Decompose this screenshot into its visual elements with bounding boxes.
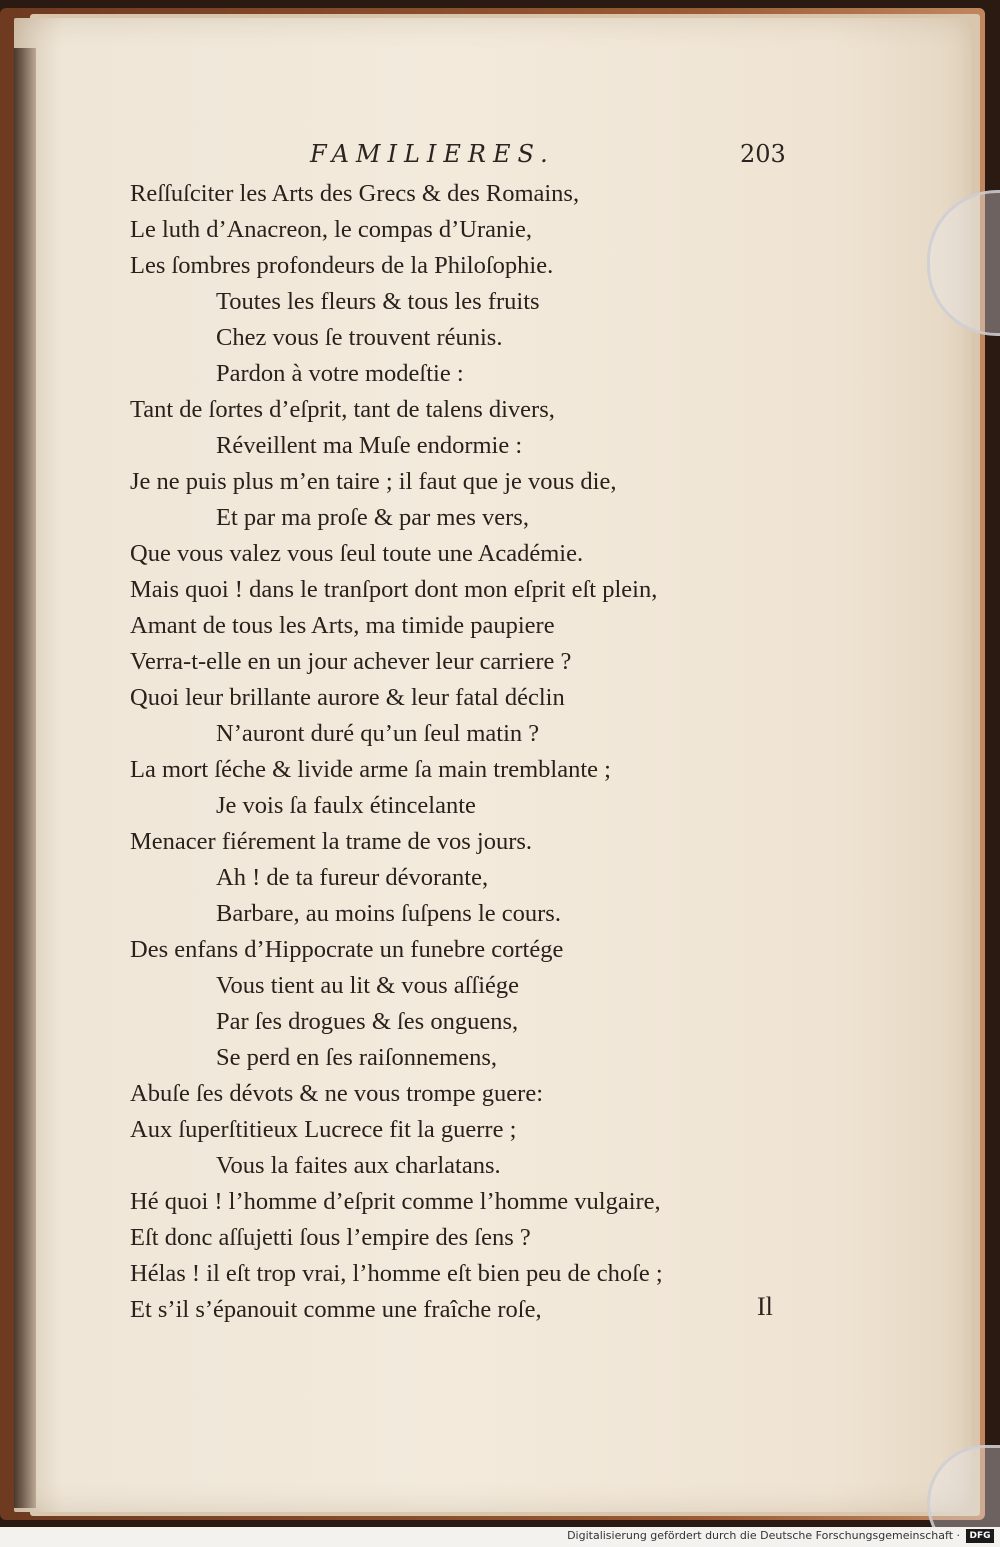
poem-line: Que vous valez vous ſeul toute une Académie. [130,540,584,567]
poem-line: Chez vous ſe trouvent réunis. [216,324,503,351]
poem-line: Quoi leur brillante aurore & leur fatal déclin [130,684,565,711]
poem-line: Je vois ſa faulx étincelante [216,792,476,819]
poem-line: Eſt donc aſſujetti ſous l’empire des ſens ? [130,1224,531,1251]
poem-line: Je ne puis plus m’en taire ; il faut que je vous die, [130,468,617,495]
poem-line: Des enfans d’Hippocrate un funebre cortége [130,936,564,963]
poem-line: Mais quoi ! dans le tranſport dont mon eſprit eſt plein, [130,576,658,603]
poem-line: Le luth d’Anacreon, le compas d’Uranie, [130,216,533,243]
poem-line: Hélas ! il eſt trop vrai, l’homme eſt bien peu de choſe ; [130,1260,663,1287]
dfg-logo: DFG [966,1529,994,1543]
poem-line: Aux ſuperſtitieux Lucrece fit la guerre ; [130,1116,517,1143]
digitization-footer [0,1527,1000,1547]
poem-line: Et par ma proſe & par mes vers, [216,504,529,531]
poem-line: Menacer fiérement la trame de vos jours. [130,828,533,855]
poem-line: Barbare, au moins ſuſpens le cours. [216,900,561,927]
poem-line: Se perd en ſes raiſonnemens, [216,1044,497,1071]
poem-line: Et s’il s’épanouit comme une fraîche roſe, [130,1296,542,1323]
poem-line: Reſſuſciter les Arts des Grecs & des Romains, [130,180,580,207]
book-gutter [14,48,36,1508]
poem-line: Verra-t-elle en un jour achever leur carriere ? [130,648,572,675]
poem-line: Pardon à votre modeſtie : [216,360,464,387]
catchword: Il [757,1292,773,1321]
page-number: 203 [740,140,786,168]
poem-line: N’auront duré qu’un ſeul matin ? [216,720,540,747]
poem-line: Toutes les fleurs & tous les fruits [216,288,540,315]
poem-line: Réveillent ma Muſe endormie : [216,432,523,459]
poem-line: Par ſes drogues & ſes onguens, [216,1008,519,1035]
poem-line: Tant de ſortes d’eſprit, tant de talens divers, [130,396,555,423]
poem-line: Vous la faites aux charlatans. [216,1152,501,1179]
poem-line: Amant de tous les Arts, ma timide paupiere [130,612,555,639]
poem-line: Les ſombres profondeurs de la Philoſophie. [130,252,554,279]
poem-line: Ah ! de ta fureur dévorante, [216,864,489,891]
poem-line: Vous tient au lit & vous aſſiége [216,972,520,999]
funding-credit: Digitalisierung gefördert durch die Deutsche Forschungsgemeinschaft · [567,1529,960,1542]
poem-line: La mort ſéche & livide arme ſa main tremblante ; [130,756,611,783]
running-head: FAMILIERES. [310,140,555,168]
poem-line: Hé quoi ! l’homme d’eſprit comme l’homme vulgaire, [130,1188,661,1215]
poem-line: Abuſe ſes dévots & ne vous trompe guere: [130,1080,544,1107]
poem-text [130,176,780,1328]
